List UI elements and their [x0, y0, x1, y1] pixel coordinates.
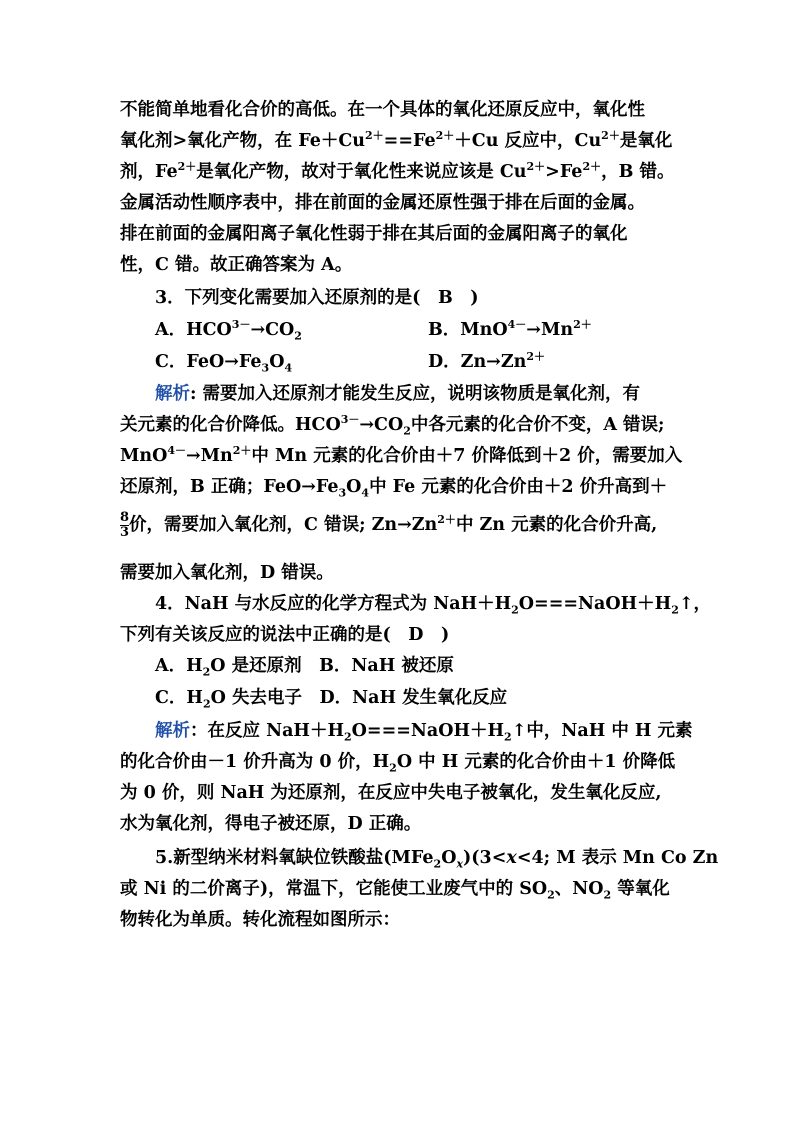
text-line: 金属活动性顺序表中，排在前面的金属还原性强于排在后面的金属。	[120, 193, 645, 213]
option-b: B．$MnO^{4-}\to Mn^{2+}$	[428, 318, 592, 340]
question-3: 3．下列变化需要加入还原剂的是( B )	[155, 288, 479, 308]
text-line: 性，C 错。故正确答案为 A。	[120, 255, 353, 275]
text-line: 需要加入氧化剂，D 错误。	[120, 563, 334, 583]
text-line: 关元素的化合价降低。$HCO^{3-}\to CO_2$中各元素的化合价不变，A 错误;	[120, 413, 665, 438]
text-line: 为 0 价，则 NaH 为还原剂，在反应中失电子被氧化，发生氧化反应,	[120, 783, 662, 803]
text-line: 物转化为单质。转化流程如图所示：	[120, 910, 400, 930]
text-line: $\frac{8}{3}$ 价，需要加入氧化剂，C 错误; $Zn\to Zn^{2+}$中 Zn 元素的化合价升高,	[120, 510, 658, 540]
text-line: 剂，$Fe^{2+}$是氧化产物，故对于氧化性来说应该是 $Cu^{2+}>Fe^{2+}$，B 错。	[120, 160, 675, 182]
text-line: 氧化剂>氧化产物，在 $Fe+Cu^{2+}==Fe^{2+}+Cu$ 反应中，$Cu^{2+}$是氧化	[120, 129, 673, 151]
text-line: 还原剂，B 正确；$FeO\to Fe_3O_4$中 Fe 元素的化合价由＋2 价升高到＋	[120, 477, 668, 500]
text-line: 水为氧化剂，得电子被还原，D 正确。	[120, 814, 422, 834]
text-line: 或 Ni 的二价离子)，常温下，它能使工业废气中的 $SO_2$、$NO_2$ 等氧化	[120, 879, 670, 902]
text-line: 排在前面的金属阳离子氧化性弱于排在其后面的金属阳离子的氧化	[120, 224, 628, 244]
option-d: D．$Zn\to Zn^{2+}$	[428, 350, 545, 372]
option-line: A．$H_2O$ 是还原剂 B．NaH 被还原	[155, 656, 454, 679]
question-4: 4．NaH 与水反应的化学方程式为 $NaH+H_2O===NaOH+H_2↑$，	[155, 594, 712, 617]
text-line: 不能简单地看化合价的高低。在一个具体的氧化还原反应中，氧化性	[120, 100, 645, 120]
question-5: 5.新型纳米材料氧缺位铁酸盐$(MFe_2O_x)(3<x<4$; M 表示 Mn Co Zn	[155, 848, 719, 871]
option-a: A．$HCO^{3-}\to CO_2$	[155, 318, 302, 343]
option-c: C．$FeO\to Fe_3O_4$	[155, 352, 293, 375]
fraction: $\frac{8}{3}$	[120, 510, 130, 540]
analysis-3: 解析: 需要加入还原剂才能发生反应，说明该物质是氧化剂，有	[155, 384, 641, 404]
text-line: $MnO^{4-}\to Mn^{2+}$中 Mn 元素的化合价由＋7 价降低到＋2 价，需要加入	[120, 444, 683, 466]
text-line: 下列有关该反应的说法中正确的是( D )	[120, 625, 450, 645]
text-line: 的化合价由－1 价升高为 0 价，$H_2O$ 中 H 元素的化合价由＋1 价降低	[120, 752, 676, 775]
analysis-4: 解析：在反应 $NaH+H_2O===NaOH+H_2↑$中，NaH 中 H 元素	[155, 721, 693, 744]
option-line: C．$H_2O$ 失去电子 D．NaH 发生氧化反应	[155, 688, 508, 711]
